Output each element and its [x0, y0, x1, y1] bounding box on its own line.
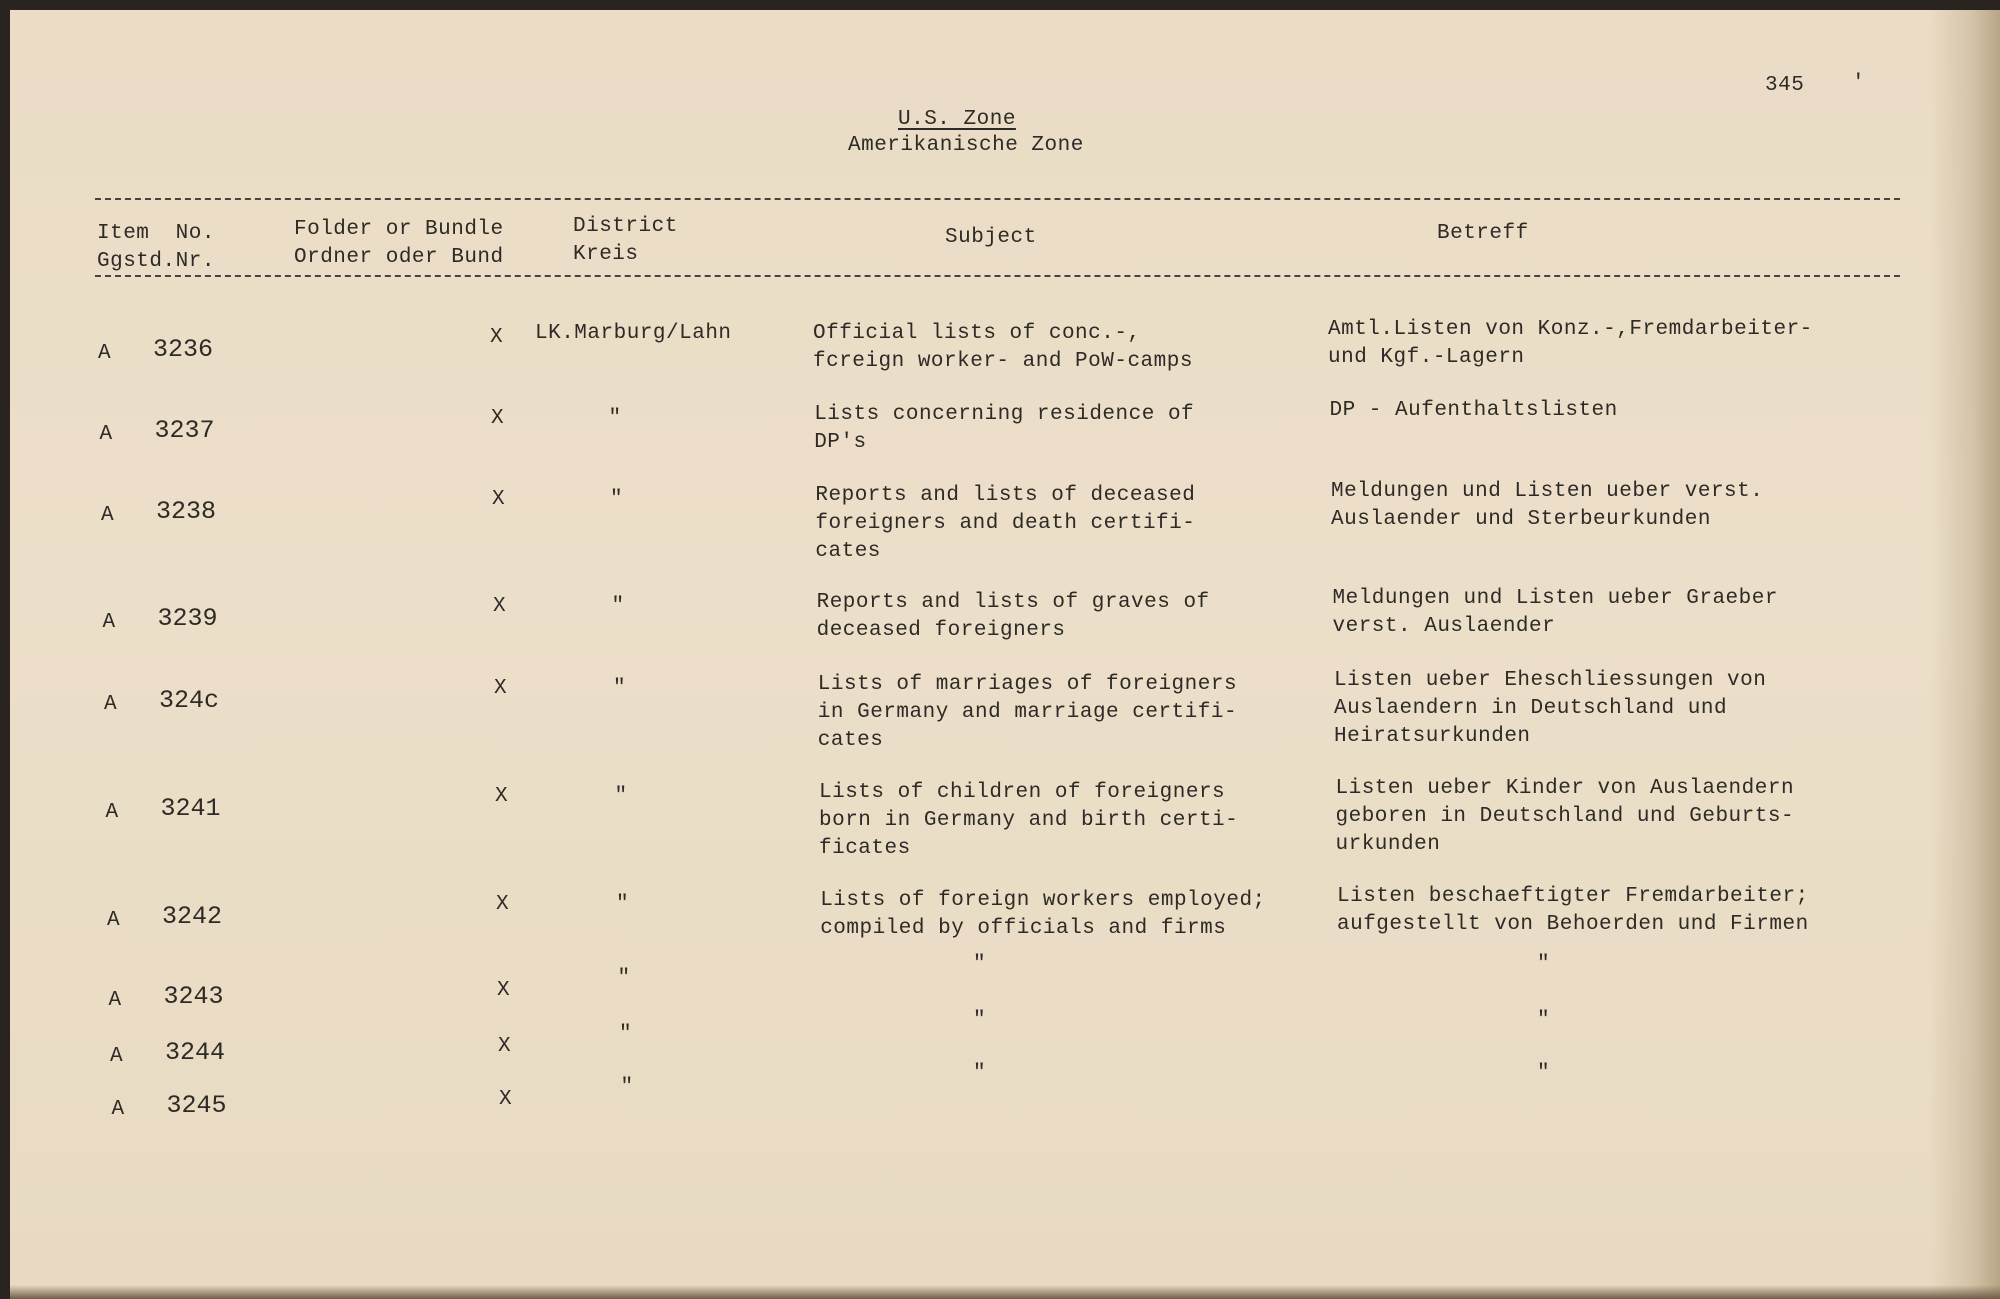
row-prefix: A	[101, 504, 115, 527]
row-subject-line: Lists of foreign workers employed;	[820, 889, 1266, 912]
row-number: 3242	[162, 902, 223, 931]
row-subject-line: DP's	[814, 431, 867, 454]
row-number: 3245	[166, 1091, 227, 1120]
row-prefix: A	[111, 1098, 125, 1121]
page-mark: '	[1852, 72, 1866, 95]
row-subject-line: foreigners and death certifi-	[815, 512, 1196, 535]
row-prefix: A	[107, 909, 121, 932]
row-folder-mark: X	[495, 785, 509, 808]
row-betreff-line: "	[1537, 953, 1551, 976]
row-subject-line: "	[973, 953, 987, 976]
row-betreff-line: aufgestellt von Behoerden und Firmen	[1337, 913, 1809, 936]
header-rule-top	[95, 198, 1900, 200]
row-district: "	[619, 1023, 633, 1046]
page-edge-shadow	[1930, 10, 2000, 1299]
row-betreff-line: verst. Auslaender	[1332, 615, 1556, 638]
row-number: 3238	[156, 497, 217, 526]
row-subject-line: cates	[817, 729, 884, 752]
row-folder-mark: X	[497, 979, 511, 1002]
row-prefix: A	[110, 1045, 124, 1068]
row-subject-line: "	[973, 1009, 987, 1032]
row-betreff-line: "	[1537, 1009, 1551, 1032]
row-betreff-line: Auslaender und Sterbeurkunden	[1331, 508, 1711, 531]
row-prefix: A	[99, 423, 113, 446]
row-folder-mark: X	[491, 407, 505, 430]
row-district: "	[616, 893, 630, 916]
row-folder-mark: X	[492, 488, 506, 511]
row-subject-line: cates	[815, 540, 881, 563]
col-folder-en: Folder or Bundle	[294, 218, 504, 241]
row-folder-mark: X	[496, 893, 510, 916]
page-bottom-shadow	[10, 1285, 2000, 1299]
row-betreff-line: Heiratsurkunden	[1334, 725, 1531, 748]
row-number: 3241	[160, 794, 221, 823]
row-district: LK.Marburg/Lahn	[535, 322, 732, 345]
row-betreff-line: Auslaendern in Deutschland und	[1334, 697, 1728, 720]
row-number: 3237	[154, 416, 215, 445]
header-rule-bottom	[95, 275, 1900, 277]
row-number: 3236	[153, 335, 214, 364]
row-betreff-line: Meldungen und Listen ueber Graeber	[1332, 587, 1778, 610]
page-number: 345	[1765, 74, 1805, 97]
row-subject-line: "	[973, 1062, 987, 1085]
row-subject-line: Lists of marriages of foreigners	[817, 673, 1238, 696]
row-district: "	[614, 785, 628, 808]
col-district-de: Kreis	[573, 243, 639, 266]
row-prefix: A	[98, 342, 112, 365]
row-subject-line: ficates	[819, 837, 911, 860]
row-betreff-line: Listen ueber Eheschliessungen von	[1334, 669, 1767, 692]
row-subject-line: Reports and lists of deceased	[815, 484, 1196, 507]
row-betreff-line: Meldungen und Listen ueber verst.	[1331, 480, 1764, 503]
row-folder-mark: X	[490, 326, 504, 349]
document-page	[10, 10, 2000, 1299]
heading-zone-de: Amerikanische Zone	[848, 134, 1084, 157]
row-betreff-line: DP - Aufenthaltslisten	[1329, 399, 1618, 422]
row-subject-line: fcreign worker- and PoW-camps	[813, 350, 1193, 373]
row-district: "	[613, 677, 627, 700]
row-betreff-line: "	[1537, 1062, 1551, 1085]
row-subject-line: deceased foreigners	[816, 619, 1066, 642]
row-prefix: A	[102, 611, 116, 634]
row-folder-mark: X	[494, 677, 508, 700]
row-betreff-line: urkunden	[1335, 833, 1441, 856]
row-number: 3243	[163, 982, 224, 1011]
row-district: "	[617, 967, 631, 990]
row-number: 3239	[157, 604, 218, 633]
row-subject-line: Official lists of conc.-,	[813, 322, 1141, 345]
row-prefix: A	[105, 801, 119, 824]
row-folder-mark: X	[499, 1088, 513, 1111]
row-district: "	[611, 595, 625, 618]
row-prefix: A	[104, 693, 118, 716]
col-district-en: District	[573, 215, 678, 238]
row-subject-line: born in Germany and birth certi-	[819, 809, 1239, 832]
row-betreff-line: geboren in Deutschland und Geburts-	[1335, 805, 1795, 828]
row-subject-line: in Germany and marriage certifi-	[817, 701, 1238, 724]
col-item-en: Item No.	[97, 222, 215, 245]
row-prefix: A	[108, 989, 122, 1012]
row-betreff-line: Amtl.Listen von Konz.-,Fremdarbeiter-	[1328, 318, 1813, 341]
row-subject-line: Reports and lists of graves of	[816, 591, 1210, 614]
row-number: 324c	[159, 686, 220, 715]
row-folder-mark: X	[493, 595, 507, 618]
row-district: "	[620, 1076, 634, 1099]
row-subject-line: compiled by officials and firms	[820, 917, 1227, 940]
col-betreff: Betreff	[1437, 222, 1529, 245]
row-betreff-line: Listen beschaeftigter Fremdarbeiter;	[1337, 885, 1809, 908]
row-betreff-line: und Kgf.-Lagern	[1328, 346, 1525, 369]
row-district: "	[608, 407, 622, 430]
col-subject: Subject	[945, 226, 1037, 249]
row-number: 3244	[165, 1038, 226, 1067]
row-folder-mark: X	[498, 1035, 512, 1058]
col-item-de: Ggstd.Nr.	[97, 250, 215, 273]
row-district: "	[610, 488, 624, 511]
row-subject-line: Lists of children of foreigners	[819, 781, 1226, 804]
row-subject-line: Lists concerning residence of	[814, 403, 1195, 426]
col-folder-de: Ordner oder Bund	[294, 246, 504, 269]
heading-zone-en: U.S. Zone	[898, 108, 1016, 131]
row-betreff-line: Listen ueber Kinder von Auslaendern	[1335, 777, 1795, 800]
